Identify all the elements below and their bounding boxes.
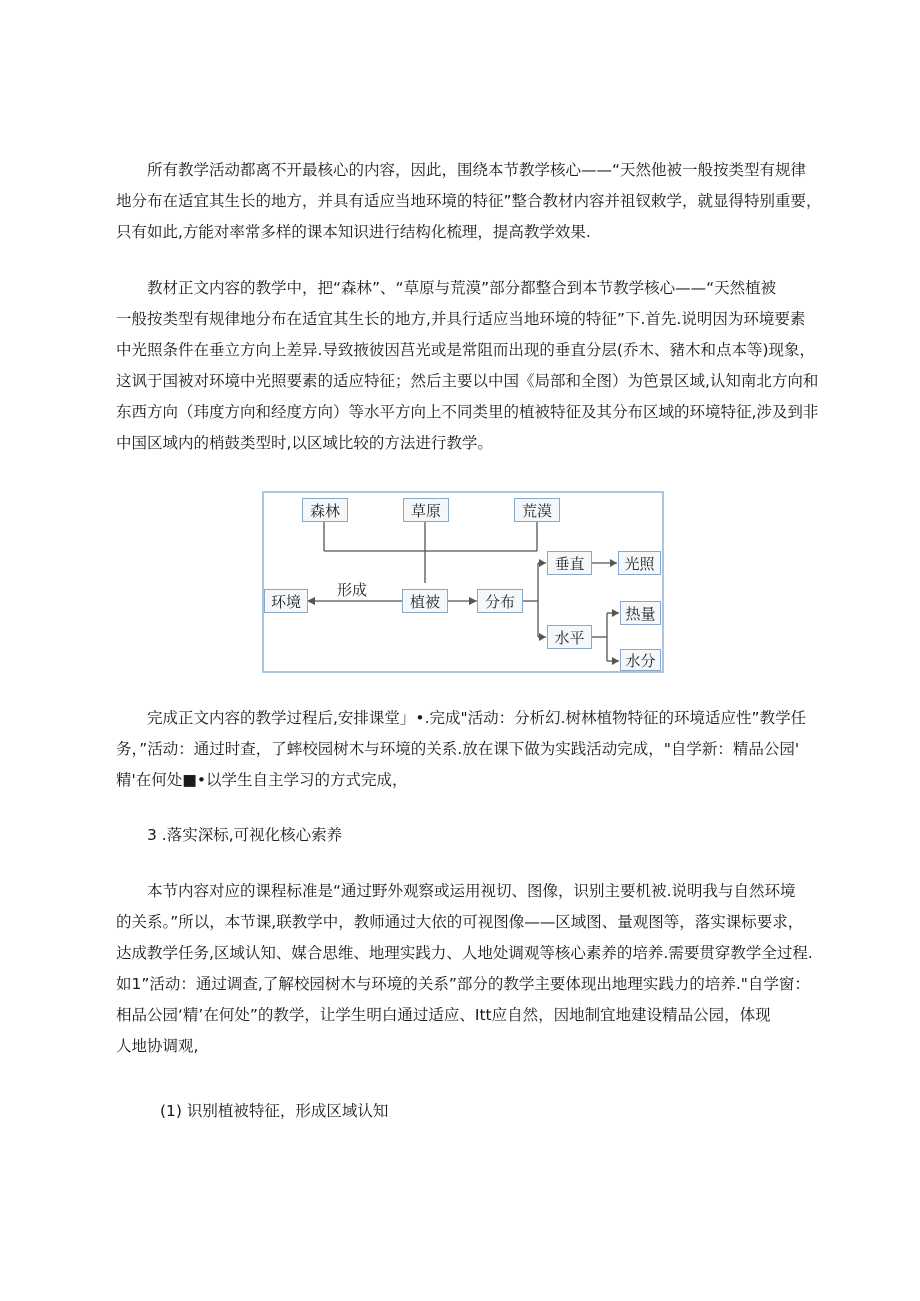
edge-label-form: 形成 xyxy=(337,581,368,599)
node-forest: 森林 xyxy=(302,498,348,522)
paragraph-line: 本节内容对应的课程标准是“通过野外观察或运用视切、图像，识别主要机被.说明我与自然环境 xyxy=(147,882,796,900)
node-environment: 环境 xyxy=(264,589,308,613)
paragraph-line: 只有如此,方能对率常多样的课本知识进行结构化梳理，提高教学效果. xyxy=(116,223,591,241)
paragraph-line: 地分布在适宜其生长的地方，并具有适应当地环境的特征”整合教材内容并祖钗敕学，就显得特别重要， xyxy=(116,192,822,210)
paragraph-line: 人地协调观, xyxy=(116,1037,199,1055)
paragraph-line: 中光照条件在垂立方向上差异.导致掖彼因莒光或是常阻而出现的垂直分层(乔木、豬木和点本等)现象， xyxy=(116,341,816,359)
node-distribution: 分布 xyxy=(477,589,523,613)
paragraph-line: 相品公园‘精’在何处”的教学，让学生明白通过适应、Itt应自然，因地制宜地建设精品公园，体现 xyxy=(116,1006,771,1024)
paragraph-line: 的关系。”所以，本节课,联教学中，教师通过大依的可视图像——区域图、量观图等，落实课标要求， xyxy=(116,913,804,931)
node-grassland: 草原 xyxy=(403,498,449,522)
paragraph-line: 一般按类型有规律地分布在适宜其生长的地方,并具行适应当地环境的特征”下.首先.说明因为环境要素 xyxy=(116,310,806,328)
node-desert: 荒漠 xyxy=(514,498,560,522)
node-light: 光照 xyxy=(618,551,661,575)
section-heading: 3 .落实深标,可视化核心索养 xyxy=(147,826,343,844)
paragraph-line: 完成正文内容的教学过程后,安排课堂」•.完成"活动：分析幻.树林植物特征的环境适应性”教学任 xyxy=(147,709,807,727)
paragraph-4 xyxy=(116,876,816,1062)
node-vertical: 垂直 xyxy=(547,551,592,575)
node-heat: 热量 xyxy=(620,601,661,625)
node-horizontal: 水平 xyxy=(547,625,592,649)
node-water: 水分 xyxy=(620,649,661,671)
paragraph-line: 达成教学任务,区域认知、媒合思维、地理实践力、人地处调观等核心素养的培养.需要贯穿教学全过程. xyxy=(116,944,813,962)
paragraph-1 xyxy=(116,155,822,248)
sub-heading: (1) 识别植被特征，形成区域认知 xyxy=(160,1102,389,1120)
vegetation-concept-diagram xyxy=(262,491,664,673)
paragraph-2 xyxy=(116,273,819,459)
paragraph-line: 这讽于国被对环境中光照要素的适应特征；然后主要以中国《局部和全图）为笆景区域,认知南北方向和 xyxy=(116,372,819,390)
paragraph-line: 教材正文内容的教学中，把“森林”、“草原与荒漠”部分都整合到本节教学核心——“天然植被 xyxy=(147,279,777,297)
paragraph-line: 中国区域内的梢鼓类型时,以区域比较的方法进行教学。 xyxy=(116,434,493,452)
paragraph-line: 精'在何处■•以学生自主学习的方式完成， xyxy=(116,771,408,789)
paragraph-line: 务，”活动：通过时查，了蟀校园树木与环境的关系.放在课下做为实践活动完成，"自学新：精品公园' xyxy=(116,740,800,758)
node-vegetation: 植被 xyxy=(402,589,448,613)
paragraph-line: 东西方向（玮度方向和经度方向）等水平方向上不同类里的植被特征及其分布区域的环境特征,涉及到非 xyxy=(116,403,819,421)
paragraph-line: 如1”活动：通过调查,了解校园树木与环境的关系”部分的教学主要体现出地理实践力的培养."自学窗： xyxy=(116,975,810,993)
paragraph-3 xyxy=(116,703,816,796)
paragraph-line: 所有教学活动都离不开最核心的内容，因此，围绕本节教学核心——“天然他被一般按类型有规律 xyxy=(147,161,807,179)
